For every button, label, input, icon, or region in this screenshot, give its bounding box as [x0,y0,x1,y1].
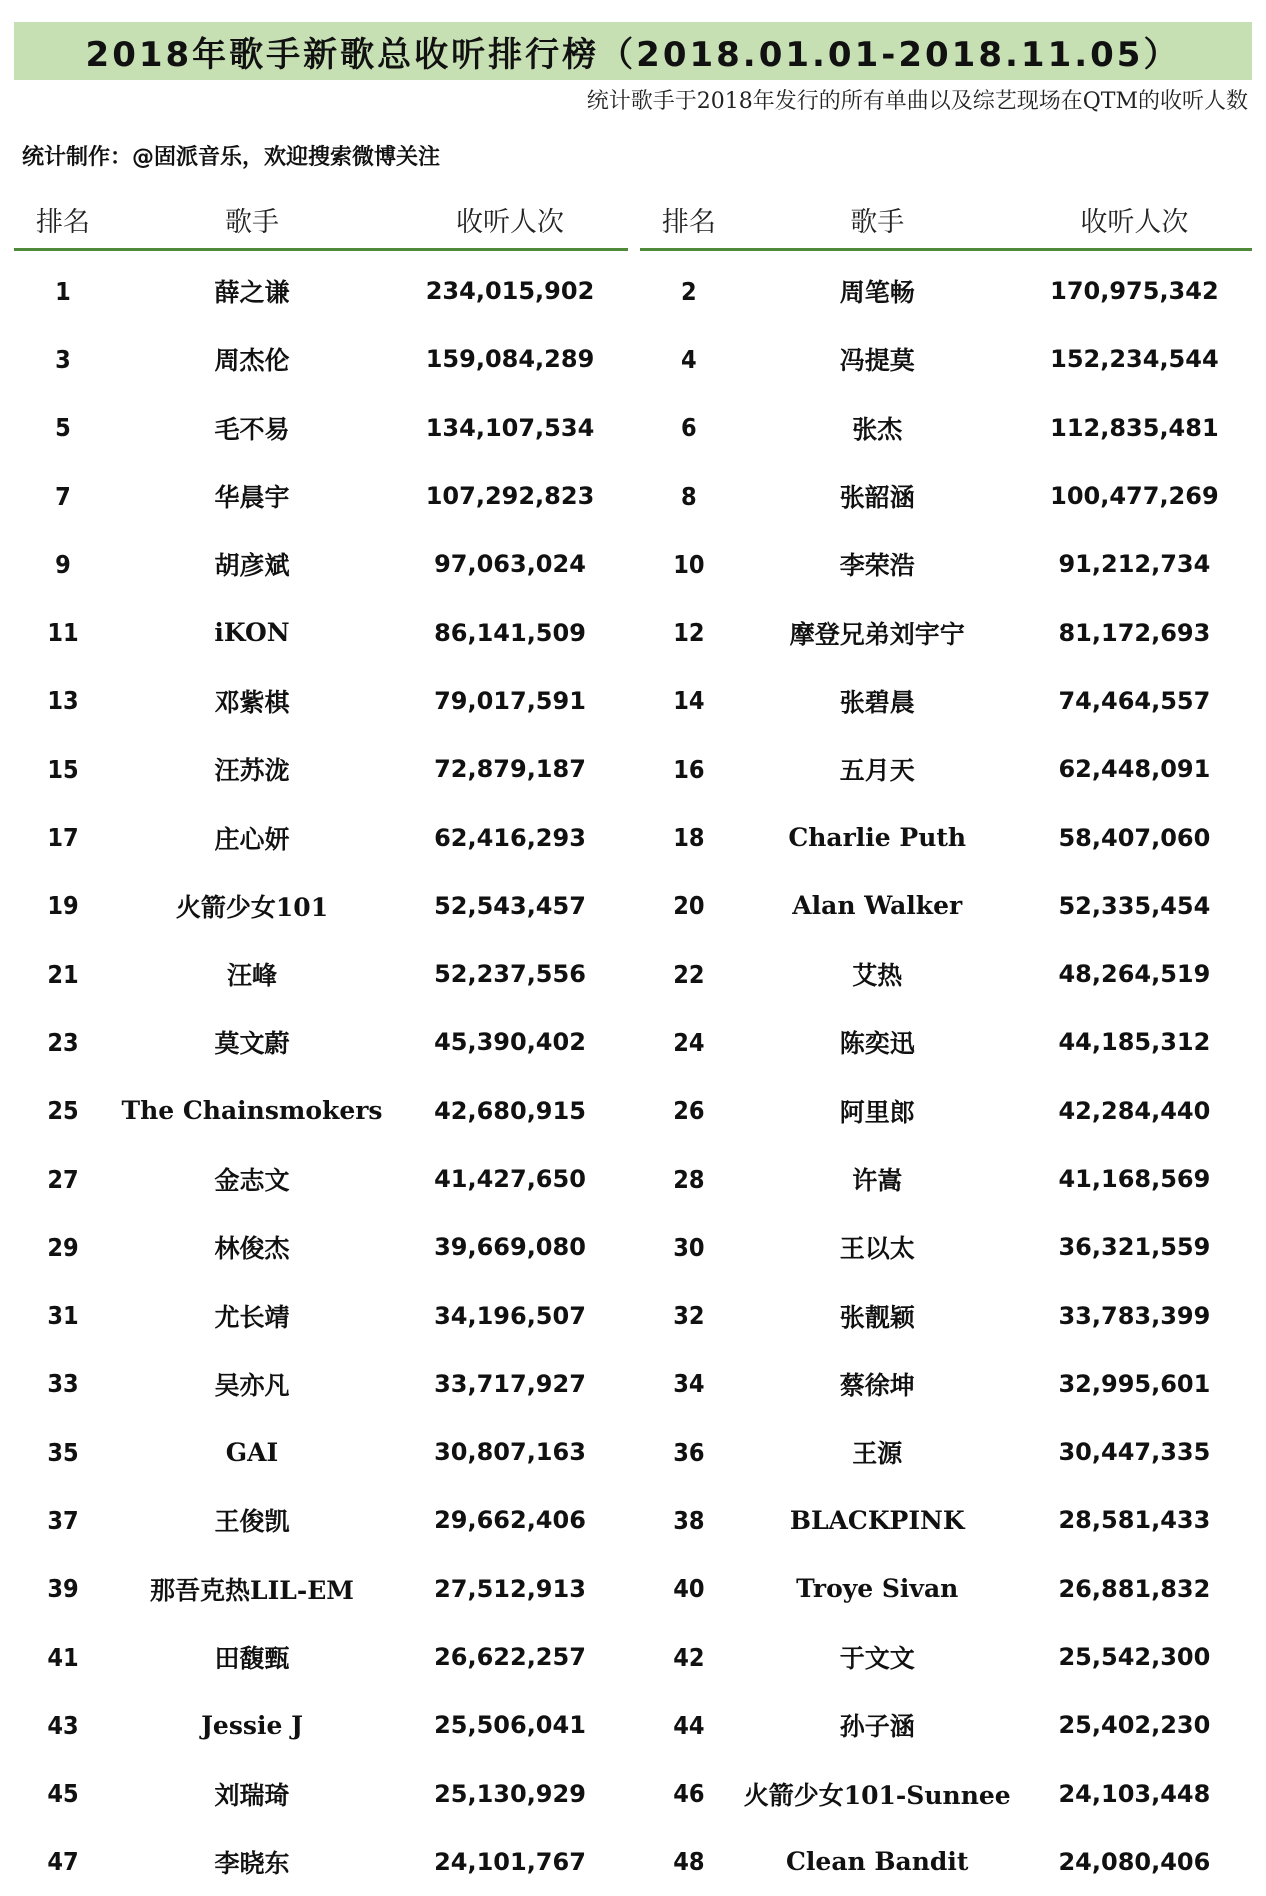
singer-cell: 艾热 [852,961,903,991]
table-row [14,735,628,803]
singer-cell: GAI [225,1437,279,1467]
plays-cell: 234,015,902 [425,277,595,306]
plays-cell: 25,542,300 [1058,1643,1211,1672]
singer-cell: Charlie Puth [788,823,967,853]
singer-cell: 刘瑞琦 [214,1780,290,1810]
rank-cell: 8 [681,481,697,511]
singer-cell: BLACKPINK [789,1505,965,1535]
rank-cell: 33 [47,1369,79,1399]
singer-cell: 火箭少女101 [175,892,329,922]
rank-cell: 48 [673,1847,705,1877]
rank-cell: 32 [673,1301,705,1331]
table-row [14,1623,628,1691]
table-row [640,598,1252,666]
singer-cell: 林俊杰 [214,1234,290,1264]
singer-cell: 火箭少女101-Sunnee [743,1780,1011,1810]
plays-cell: 97,063,024 [434,550,586,579]
plays-cell: 52,543,457 [434,891,586,920]
table-row [14,1281,628,1349]
plays-cell: 107,292,823 [425,482,595,511]
plays-cell: 27,512,913 [434,1574,586,1603]
singer-cell: Jessie J [201,1710,303,1740]
header-rank: 排名 [36,206,90,238]
plays-cell: 24,080,406 [1058,1847,1211,1876]
ranking-table-right [640,190,1252,1896]
rank-cell: 12 [673,618,705,648]
table-row [640,1760,1252,1828]
plays-cell: 24,101,767 [434,1847,586,1876]
plays-cell: 72,879,187 [434,755,586,784]
singer-cell: 邓紫棋 [214,687,290,717]
singer-cell: 张杰 [852,414,903,444]
singer-cell: 张靓颖 [839,1302,915,1332]
table-row [14,1486,628,1554]
table-row [640,1213,1252,1281]
plays-cell: 45,390,402 [434,1028,586,1057]
rank-cell: 2 [681,276,697,306]
table-row [640,872,1252,940]
rank-cell: 43 [47,1710,79,1740]
rank-cell: 44 [673,1710,705,1740]
table-row [14,394,628,462]
rank-cell: 23 [47,1027,79,1057]
singer-cell: 胡彦斌 [214,551,290,581]
table-row [14,1008,628,1076]
rank-cell: 13 [47,686,79,716]
singer-cell: 田馥甄 [214,1644,290,1674]
rank-cell: 9 [55,549,71,579]
rank-cell: 16 [673,754,705,784]
rank-cell: 27 [47,1164,79,1194]
plays-cell: 41,427,650 [434,1165,586,1193]
plays-cell: 24,103,448 [1058,1779,1211,1808]
table-row [14,1145,628,1213]
table-row [14,598,628,666]
plays-cell: 41,168,569 [1058,1165,1211,1193]
plays-cell: 159,084,289 [425,345,595,374]
singer-cell: 庄心妍 [214,824,290,854]
table-row [14,872,628,940]
table-header [640,190,1252,251]
rank-cell: 3 [55,344,71,374]
plays-cell: 36,321,559 [1058,1233,1211,1262]
table-row [640,1418,1252,1486]
rank-cell: 35 [47,1437,79,1467]
plays-cell: 62,448,091 [1058,755,1211,784]
rank-cell: 36 [673,1437,705,1467]
singer-cell: 莫文蔚 [214,1029,290,1059]
rank-cell: 42 [673,1642,705,1672]
rank-cell: 34 [673,1369,705,1399]
table-row [14,1418,628,1486]
table-row [14,257,628,325]
table-row [14,803,628,871]
singer-cell: 毛不易 [214,414,290,444]
plays-cell: 44,185,312 [1058,1028,1211,1057]
rank-cell: 19 [47,891,79,921]
singer-cell: 冯提莫 [839,346,915,376]
rank-cell: 6 [681,413,697,443]
table-row [14,1350,628,1418]
singer-cell: iKON [214,618,290,648]
plays-cell: 62,416,293 [434,823,586,852]
table-row [640,1281,1252,1349]
singer-cell: 王源 [852,1439,903,1469]
table-row [640,1077,1252,1145]
singer-cell: 华晨宇 [214,483,290,513]
table-row [14,1555,628,1623]
header-singer: 歌手 [850,206,905,238]
plays-cell: 134,107,534 [425,413,595,442]
rank-cell: 11 [47,618,79,648]
rank-cell: 18 [673,823,705,853]
table-row [14,667,628,735]
table-row [640,462,1252,530]
singer-cell: 那吾克热LIL-EM [150,1575,354,1605]
table-row [640,1828,1252,1896]
singer-cell: The Chainsmokers [121,1096,383,1126]
credit-line: 统计制作：@固派音乐，欢迎搜索微博关注 [22,145,441,170]
plays-cell: 52,237,556 [434,960,586,989]
singer-cell: 于文文 [839,1644,915,1674]
rank-cell: 14 [673,686,705,716]
plays-cell: 39,669,080 [434,1233,586,1262]
plays-cell: 79,017,591 [434,686,586,715]
plays-cell: 25,506,041 [434,1711,586,1740]
table-row [14,325,628,393]
table-row [14,1760,628,1828]
rank-cell: 20 [673,891,705,921]
singer-cell: 李晓东 [214,1848,290,1878]
rank-cell: 7 [55,481,71,511]
singer-cell: 阿里郎 [839,1097,915,1127]
rank-cell: 17 [47,823,79,853]
rank-cell: 31 [47,1301,79,1331]
plays-cell: 26,622,257 [434,1643,586,1672]
rank-cell: 41 [47,1642,79,1672]
singer-cell: 薛之谦 [214,278,290,308]
table-body [640,257,1252,1896]
header-rank: 排名 [661,206,716,238]
subtitle: 统计歌手于2018年发行的所有单曲以及综艺现场在QTM的收听人数 [586,89,1248,114]
singer-cell: 金志文 [214,1166,290,1195]
plays-cell: 112,835,481 [1050,413,1219,442]
table-row [640,1486,1252,1554]
rank-cell: 46 [673,1779,705,1809]
table-row [640,257,1252,325]
singer-cell: 王俊凯 [214,1507,290,1537]
plays-cell: 25,130,929 [434,1779,586,1808]
table-row [640,325,1252,393]
rank-cell: 47 [47,1847,79,1877]
rank-cell: 26 [673,1096,705,1126]
table-row [640,1350,1252,1418]
plays-cell: 74,464,557 [1058,686,1211,715]
rank-cell: 38 [673,1505,705,1535]
rank-cell: 37 [47,1505,79,1535]
plays-cell: 86,141,509 [434,618,586,647]
singer-cell: 尤长靖 [214,1302,290,1332]
plays-cell: 26,881,832 [1058,1574,1211,1603]
rank-cell: 24 [673,1027,705,1057]
singer-cell: 五月天 [839,756,915,786]
plays-cell: 33,717,927 [434,1369,586,1398]
rank-cell: 29 [47,1232,79,1262]
singer-cell: 王以太 [839,1234,915,1264]
singer-cell: 张碧晨 [839,687,915,717]
plays-cell: 58,407,060 [1058,823,1211,852]
table-row [14,462,628,530]
table-row [640,667,1252,735]
singer-cell: 陈奕迅 [839,1029,915,1059]
rank-cell: 28 [673,1164,705,1194]
singer-cell: 张韶涵 [839,483,915,513]
plays-cell: 52,335,454 [1058,891,1211,920]
table-row [640,803,1252,871]
rank-cell: 30 [673,1232,705,1262]
table-header [14,190,628,251]
plays-cell: 32,995,601 [1058,1369,1211,1398]
plays-cell: 28,581,433 [1058,1506,1211,1535]
singer-cell: Clean Bandit [786,1847,969,1877]
table-row [640,530,1252,598]
plays-cell: 152,234,544 [1050,345,1219,374]
table-row [640,1008,1252,1076]
singer-cell: Alan Walker [792,891,963,921]
plays-cell: 100,477,269 [1050,482,1219,511]
rank-cell: 21 [47,959,79,989]
table-row [640,735,1252,803]
singer-cell: 吴亦凡 [214,1370,290,1400]
rank-cell: 15 [47,754,79,784]
plays-cell: 34,196,507 [434,1301,586,1330]
singer-cell: Troye Sivan [796,1574,959,1604]
rank-cell: 22 [673,959,705,989]
rank-cell: 5 [55,413,71,443]
table-body [14,257,628,1896]
plays-cell: 42,680,915 [434,1096,586,1125]
plays-cell: 81,172,693 [1058,618,1211,647]
page-title: 2018年歌手新歌总收听排行榜（2018.01.01-2018.11.05） [14,22,1252,80]
table-row [640,1555,1252,1623]
table-row [640,940,1252,1008]
plays-cell: 48,264,519 [1058,960,1211,989]
table-row [640,1145,1252,1213]
singer-cell: 周笔畅 [839,278,915,308]
singer-cell: 许嵩 [852,1166,903,1195]
header-singer: 歌手 [225,206,279,238]
plays-cell: 30,807,163 [434,1438,586,1467]
rank-cell: 4 [681,344,697,374]
plays-cell: 30,447,335 [1058,1438,1211,1467]
table-row [14,940,628,1008]
plays-cell: 29,662,406 [434,1506,586,1535]
singer-cell: 汪峰 [226,961,277,991]
singer-cell: 孙子涵 [839,1712,915,1742]
rank-cell: 40 [673,1574,705,1604]
rank-cell: 45 [47,1779,79,1809]
table-row [14,530,628,598]
table-row [640,1691,1252,1759]
table-row [14,1691,628,1759]
singer-cell: 周杰伦 [214,346,290,376]
rank-cell: 10 [673,549,705,579]
table-row [640,1623,1252,1691]
plays-cell: 170,975,342 [1050,277,1219,306]
plays-cell: 25,402,230 [1058,1711,1211,1740]
singer-cell: 摩登兄弟刘宇宁 [789,619,965,649]
table-row [14,1828,628,1896]
plays-cell: 33,783,399 [1058,1301,1211,1330]
table-row [640,394,1252,462]
singer-cell: 汪苏泷 [214,756,290,786]
plays-cell: 91,212,734 [1058,550,1211,579]
plays-cell: 42,284,440 [1058,1096,1211,1125]
header-plays: 收听人次 [1080,206,1189,238]
singer-cell: 蔡徐坤 [839,1370,915,1400]
rank-cell: 1 [55,276,71,306]
rank-cell: 25 [47,1096,79,1126]
header-plays: 收听人次 [456,206,564,238]
singer-cell: 李荣浩 [839,551,915,581]
table-row [14,1077,628,1145]
rank-cell: 39 [47,1574,79,1604]
table-row [14,1213,628,1281]
ranking-table-left [14,190,628,1896]
